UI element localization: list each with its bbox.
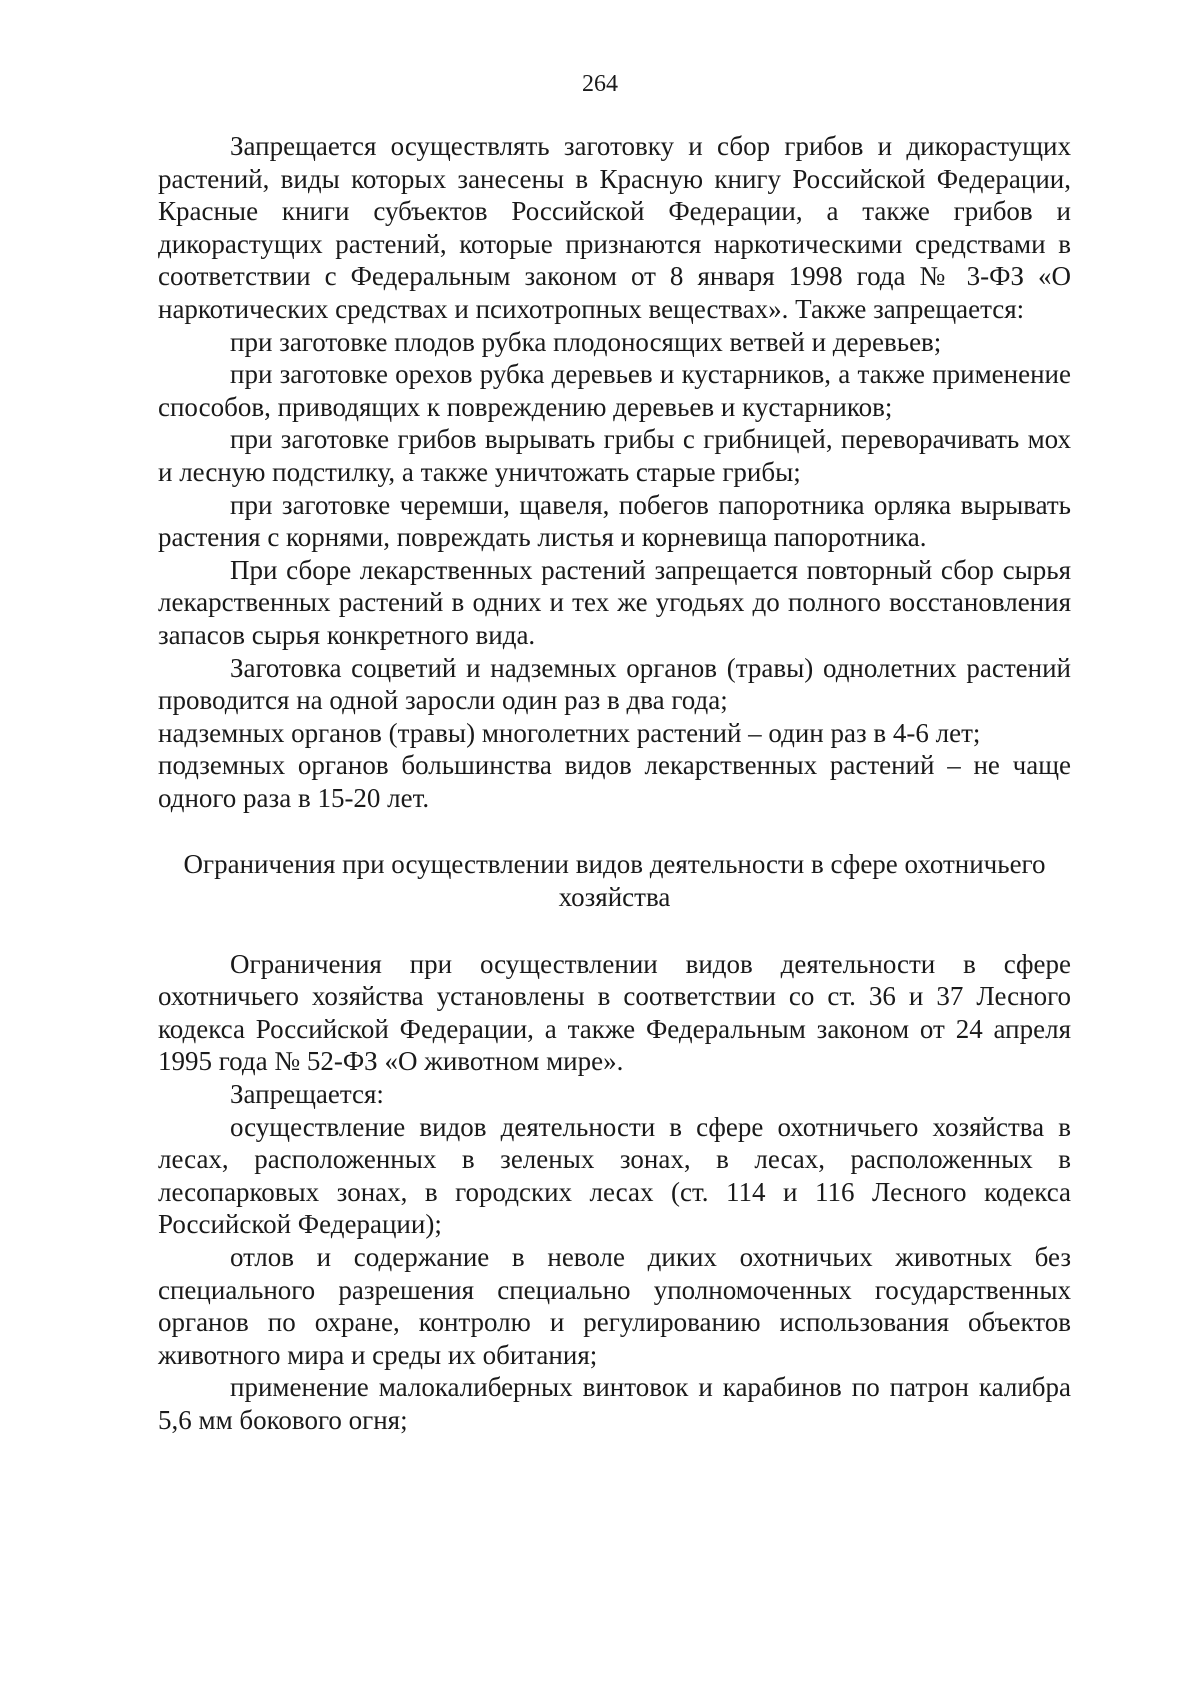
paragraph: применение малокалиберных винтовок и карабинов по патрон калибра 5,6 мм бокового огня;: [158, 1372, 1071, 1435]
paragraph: при заготовке орехов рубка деревьев и кустарников, а также применение способов, приводящих к повреждению деревьев и кустарников;: [158, 359, 1071, 422]
paragraph: подземных органов большинства видов лекарственных растений – не чаще одного раза в 15-20 лет.: [158, 750, 1071, 813]
paragraph: осуществление видов деятельности в сфере охотничьего хозяйства в лесах, расположенных в зеленых зонах, в лесах, расположенных в лесопарковых зонах, в городских лесах (ст. 114 и 116 Лесного кодекса Российской Федерации);: [158, 1111, 1071, 1240]
paragraph: Ограничения при осуществлении видов деятельности в сфере охотничьего хозяйства установлены в соответствии со ст. 36 и 37 Лесного кодекса Российской Федерации, а также Федеральным законом от 24 апреля 1995 года № 52-ФЗ «О животном мире».: [158, 948, 1071, 1077]
paragraph: при заготовке грибов вырывать грибы с грибницей, переворачивать мох и лесную подстилку, а также уничтожать старые грибы;: [158, 424, 1071, 487]
document-body: [158, 130, 1071, 1437]
paragraph: при заготовке черемши, щавеля, побегов папоротника орляка вырывать растения с корнями, повреждать листья и корневища папоротника.: [158, 489, 1071, 553]
paragraphs-top: [158, 130, 1071, 814]
section-heading: Ограничения при осуществлении видов деятельности в сфере охотничьего хозяйства: [183, 849, 1046, 913]
paragraph: Заготовка соцветий и надземных органов (травы) однолетних растений проводится на одной заросли один раз в два года;: [158, 652, 1071, 716]
paragraph: надземных органов (травы) многолетних растений – один раз в 4-6 лет;: [158, 717, 981, 748]
paragraph: Запрещается:: [230, 1079, 384, 1110]
page-number: 264: [582, 71, 618, 97]
paragraph: Запрещается осуществлять заготовку и сбор грибов и дикорастущих растений, виды которых занесены в Красную книгу Российской Федерации, Красные книги субъектов Российской Федерации, а также грибов и дикорастущих растений, которые признаются наркотическими средствами в соответствии с Федеральным законом от 8 января 1998 года № 3-ФЗ «О наркотических средствах и психотропных веществах». Также запрещается:: [158, 131, 1071, 324]
paragraph: при заготовке плодов рубка плодоносящих ветвей и деревьев;: [230, 326, 942, 357]
paragraph: При сборе лекарственных растений запрещается повторный сбор сырья лекарственных растений в одних и тех же угодьях до полного восстановления запасов сырья конкретного вида.: [158, 554, 1071, 650]
paragraphs-bottom: [158, 948, 1071, 1437]
paragraph: отлов и содержание в неволе диких охотничьих животных без специального разрешения специально уполномоченных государственных органов по охране, контролю и регулированию использования объектов животного мира и среды их обитания;: [158, 1242, 1071, 1370]
